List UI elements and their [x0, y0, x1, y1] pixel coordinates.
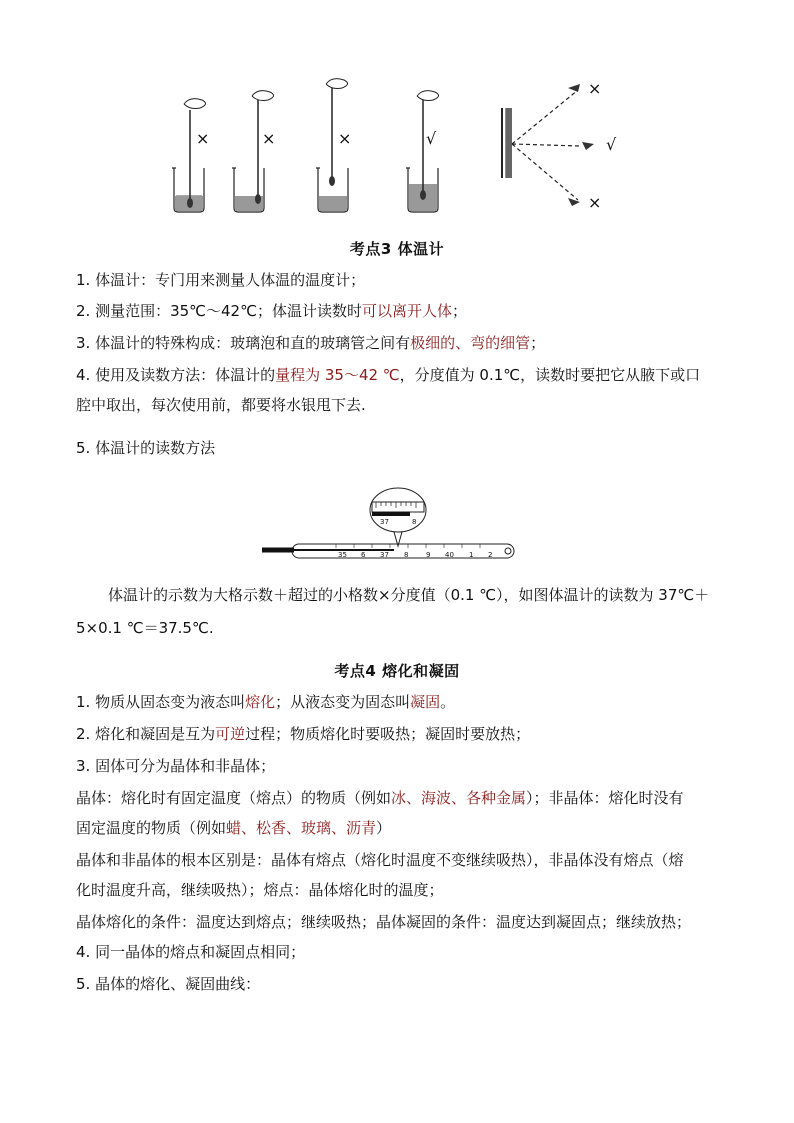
crystal-prefix: 晶体：熔化时有固定温度（熔点）的物质（例如: [76, 789, 392, 807]
section-3-item-4-line-2: 腔中取出，每次使用前，都要将水银甩下去.: [76, 396, 366, 414]
section-3-item-5: 5. 体温计的读数方法: [76, 439, 216, 457]
beaker-1: [172, 99, 206, 212]
section-3-item-1: 1. 体温计：专门用来测量人体温的温度计；: [76, 271, 366, 289]
section-4-item-4: 4. 同一晶体的熔点和凝固点相同；: [76, 943, 306, 961]
scale-label-35: 35: [338, 551, 347, 559]
scale-label-40: 40: [445, 551, 454, 559]
item-2-suffix: 过程；物质熔化时要吸热；凝固时要放热；: [245, 725, 531, 743]
mark-correct-2: √: [606, 135, 617, 154]
item-3-highlight: 极细的、弯的细管: [410, 334, 531, 352]
difference-line-2: 化时温度升高，继续吸热）；熔点：晶体熔化时的温度；: [76, 881, 444, 899]
beaker-4: [406, 91, 439, 212]
item-3-suffix: ；: [530, 334, 546, 352]
section-4-item-2: [76, 724, 530, 744]
item-4-highlight: 量程为 35～42 ℃: [275, 366, 400, 384]
mark-correct-1: √: [426, 129, 437, 148]
section-3-item-4: [76, 365, 700, 385]
item-1-suffix: 。: [440, 693, 456, 711]
section-4-item-1: [76, 692, 455, 712]
reading-angle-diagram: [502, 84, 594, 206]
mark-wrong-4: ×: [588, 79, 602, 98]
section-3-title: 考点3 体温计: [349, 240, 445, 258]
crystal-suffix: ）；非晶体：熔化时没有: [526, 789, 684, 807]
scale-label-37: 37: [380, 551, 389, 559]
item-2-highlight: 可逆: [215, 725, 246, 743]
mark-wrong-2: ×: [262, 129, 276, 148]
item-1-highlight-1: 熔化: [245, 693, 276, 711]
mark-wrong-5: ×: [588, 193, 602, 212]
mark-wrong-1: ×: [196, 129, 210, 148]
zoom-label-8: 8: [412, 518, 417, 526]
item-1-highlight-2: 凝固: [410, 693, 441, 711]
crystal-definition: [76, 788, 684, 808]
amorphous-prefix: 固定温度的物质（例如: [76, 819, 227, 837]
item-1-middle: ；从液态变为固态叫: [275, 693, 411, 711]
item-2-suffix: ；: [451, 302, 467, 320]
section-4-item-3: 3. 固体可分为晶体和非晶体；: [76, 757, 276, 775]
thermometer-usage-figure: [160, 68, 630, 218]
melting-conditions: 晶体熔化的条件：温度达到熔点；继续吸热；晶体凝固的条件：温度达到凝固点；继续放热；: [76, 913, 692, 931]
scale-label-6: 6: [361, 551, 366, 559]
item-4-suffix: ，分度值为 0.1℃，读数时要把它从腋下或口: [399, 366, 701, 384]
item-2-prefix: 2. 测量范围：35℃～42℃；体温计读数时: [76, 302, 362, 320]
section-4-title: 考点4 熔化和凝固: [334, 662, 460, 680]
scale-label-8: 8: [404, 551, 409, 559]
beaker-2: [232, 91, 274, 212]
scale-label-2: 2: [488, 551, 493, 559]
reading-explanation-line-2: 5×0.1 ℃＝37.5℃.: [76, 619, 214, 637]
item-3-prefix: 3. 体温计的特殊构成：玻璃泡和直的玻璃管之间有: [76, 334, 411, 352]
item-2-highlight: 可以离开人体: [361, 302, 452, 320]
amorphous-examples: 蜡、松香、玻璃、沥青: [226, 819, 377, 837]
section-3-item-2: [76, 301, 467, 321]
section-4-item-5: 5. 晶体的熔化、凝固曲线：: [76, 975, 261, 993]
difference-line-1: 晶体和非晶体的根本区别是：晶体有熔点（熔化时温度不变继续吸热），非晶体没有熔点（熔: [76, 851, 684, 869]
crystal-examples: 冰、海波、各种金属: [391, 789, 527, 807]
section-3-item-3: [76, 333, 545, 353]
item-2-prefix: 2. 熔化和凝固是互为: [76, 725, 216, 743]
reading-explanation-line-1: 体温计的示数为大格示数＋超过的小格数×分度值（0.1 ℃），如图体温计的读数为 37℃＋: [108, 586, 710, 604]
clinical-thermometer-figure: [262, 480, 524, 570]
scale-label-1: 1: [469, 551, 474, 559]
zoom-label-37: 37: [380, 518, 389, 526]
amorphous-definition: [76, 818, 391, 838]
item-4-prefix: 4. 使用及读数方法：体温计的: [76, 366, 276, 384]
scale-label-9: 9: [426, 551, 431, 559]
amorphous-suffix: ）: [376, 819, 392, 837]
mark-wrong-3: ×: [338, 129, 352, 148]
item-1-prefix: 1. 物质从固态变为液态叫: [76, 693, 246, 711]
zoom-mercury: [372, 512, 410, 516]
